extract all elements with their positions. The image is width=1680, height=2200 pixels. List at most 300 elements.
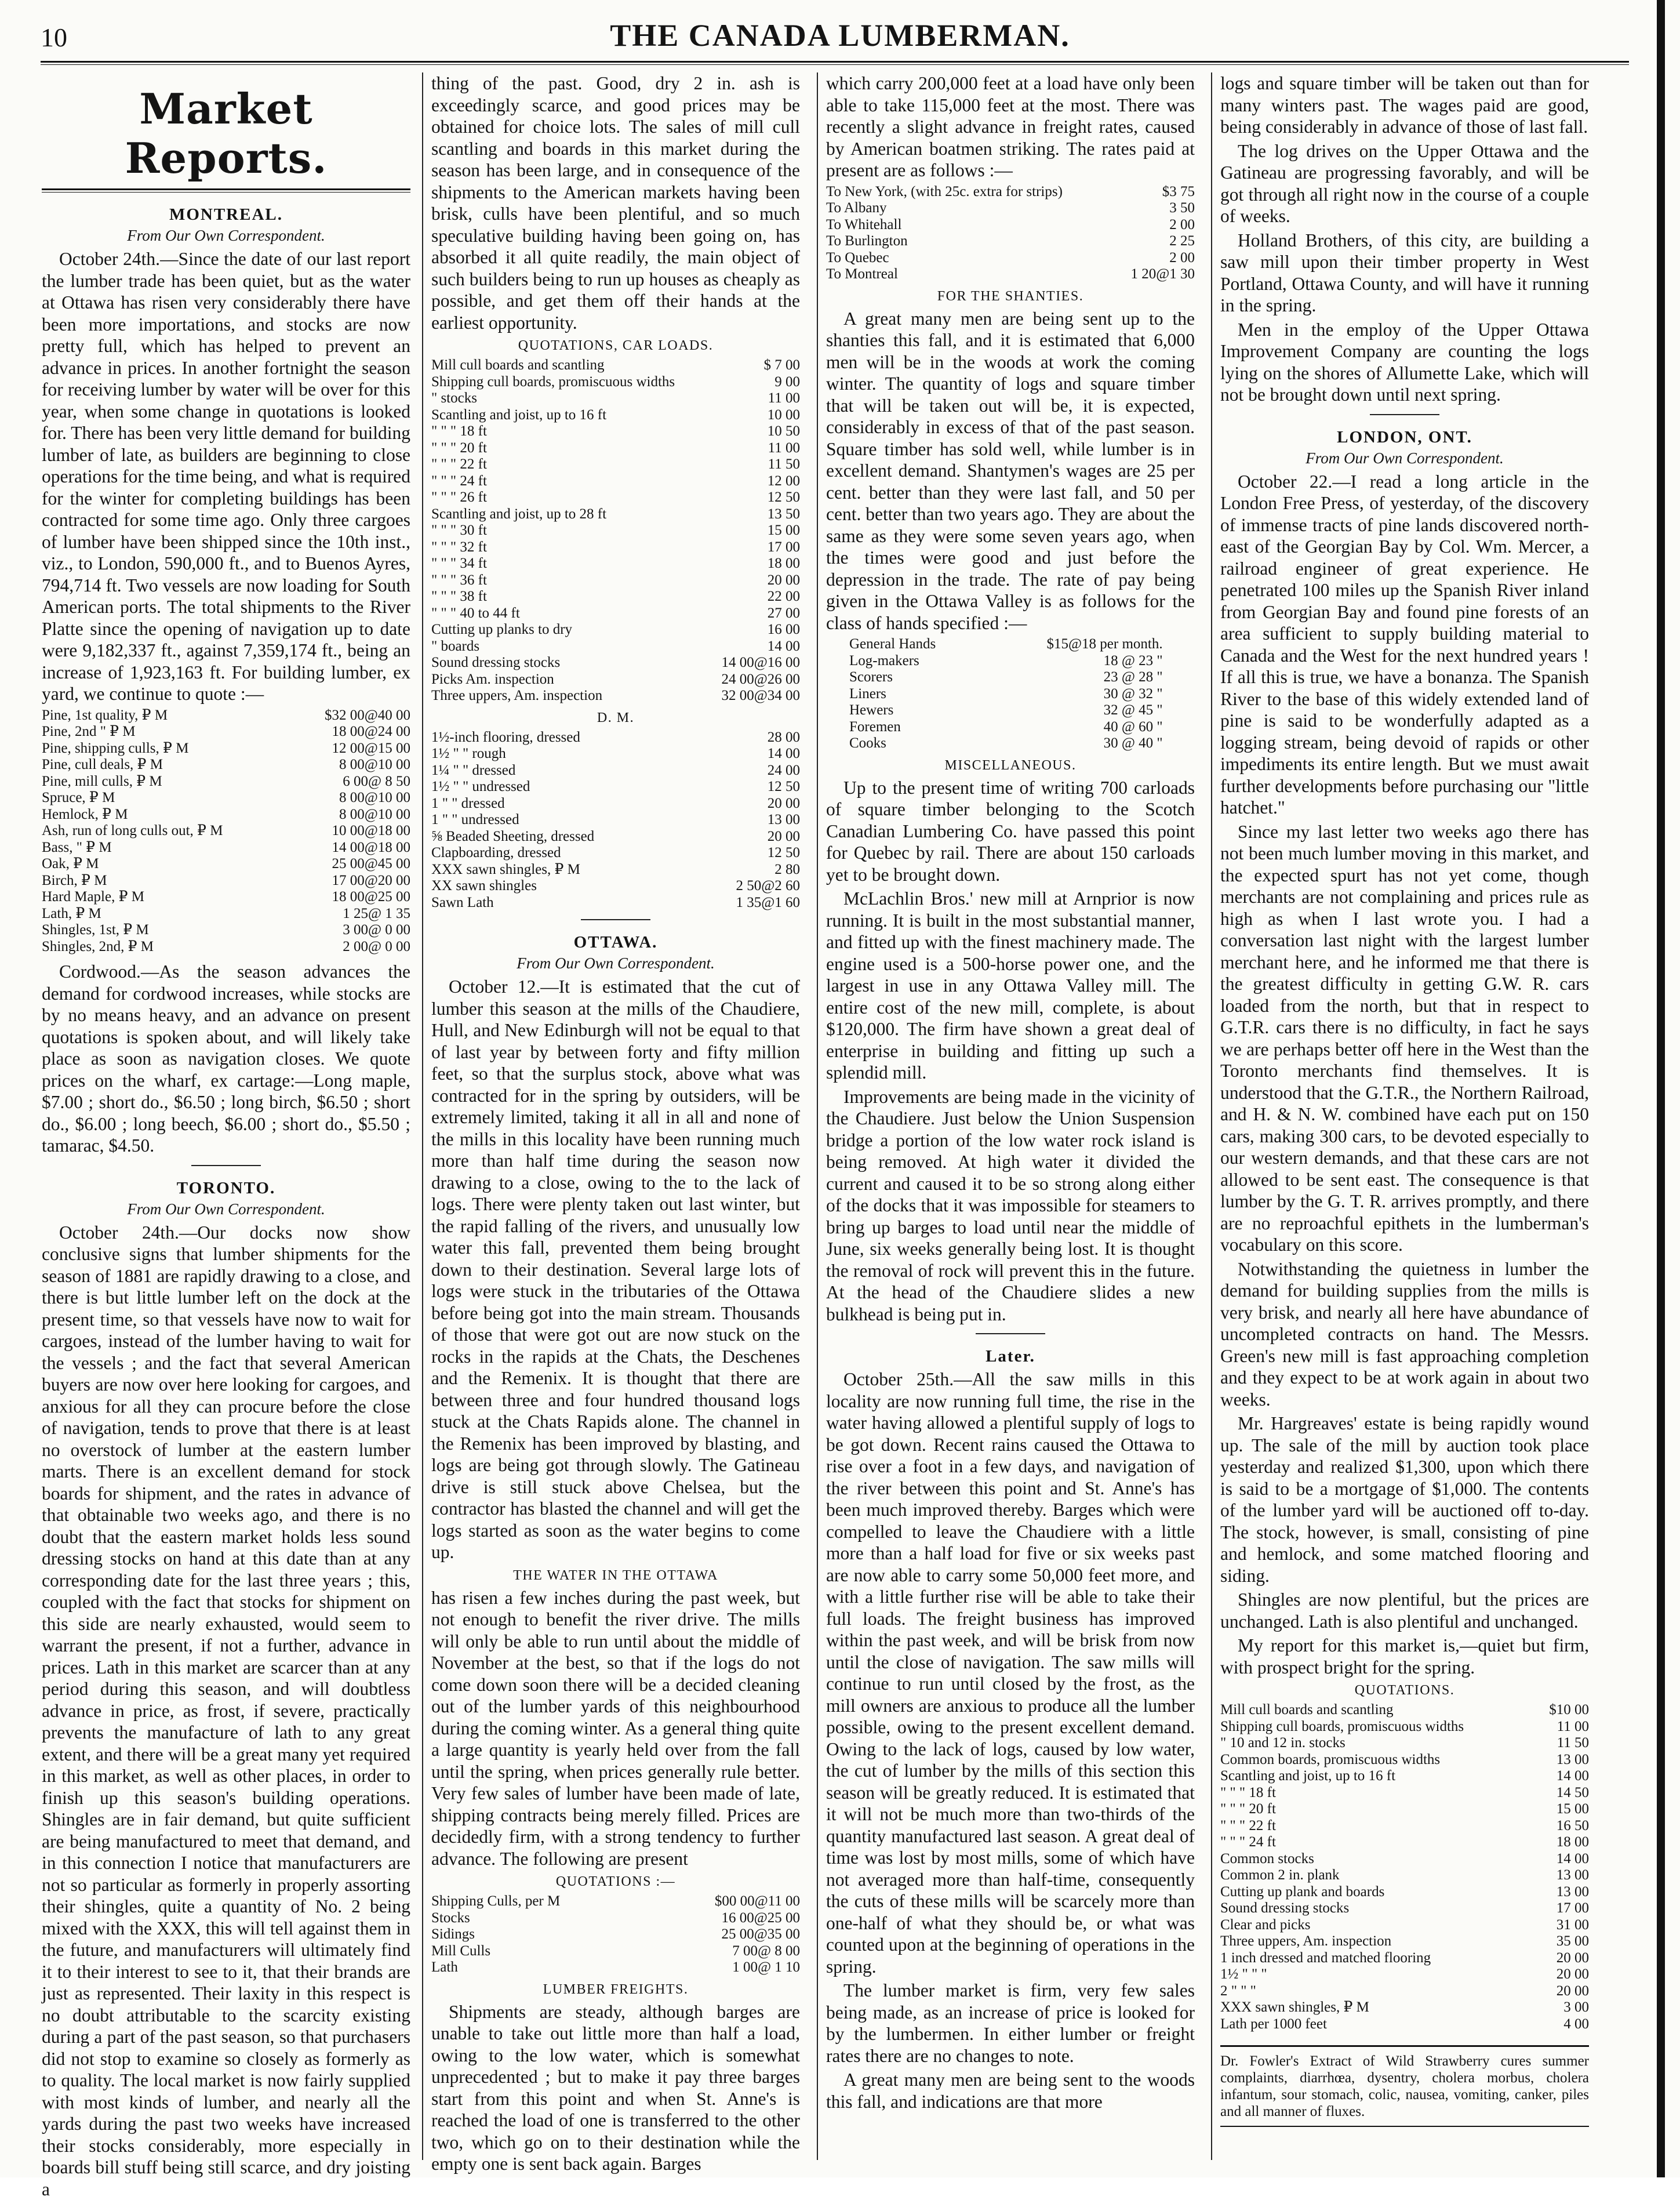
quote-row <box>431 1959 800 1976</box>
quote-row <box>1220 1801 1589 1818</box>
quote-value: 31 00 <box>1537 1917 1589 1934</box>
quote-row <box>1220 1735 1589 1752</box>
quote-label: Shingles, 1st, ₽ M <box>42 922 292 939</box>
quote-value: 24 00 <box>696 763 800 779</box>
quote-label: Clear and picks <box>1220 1917 1537 1934</box>
quote-value: 13 00 <box>1537 1752 1589 1769</box>
quote-label: Hemlock, ₽ M <box>42 807 292 823</box>
quote-label: Spruce, ₽ M <box>42 790 292 807</box>
quote-row <box>42 856 410 873</box>
quote-label: XX sawn shingles <box>431 878 696 895</box>
quote-label: Common stocks <box>1220 1851 1537 1868</box>
toronto-continued-paragraph: thing of the past. Good, dry 2 in. ash is exceedingly scarce, and good prices may be obtained for choice lots. The sales of mill cull scantling and boards in this market during the season has been large, and in consequence of the shipments to the American markets having been brisk, culls have been plentiful, and so much speculative building having been going on, has absorbed it all quite readily, the main object of such builders being to run up houses as cheaply as possible, and get them off their hands at the earliest opportunity. <box>431 72 800 333</box>
quote-row <box>1220 1768 1589 1785</box>
quote-label: " " " 36 ft <box>431 572 710 589</box>
quote-value: 3 00@ 0 00 <box>292 922 410 939</box>
car-loads-quotations <box>431 357 800 705</box>
quote-value: 20 00 <box>710 572 800 589</box>
quote-label: Scantling and joist, up to 16 ft <box>1220 1768 1537 1785</box>
freight-rates <box>826 184 1195 283</box>
quote-row <box>431 1910 800 1927</box>
quote-value: 22 00 <box>710 589 800 605</box>
quote-value: 8 00@10 00 <box>292 757 410 774</box>
quote-value: $15@18 per month. <box>983 636 1163 653</box>
quote-row <box>849 686 1163 703</box>
quote-label: " stocks <box>431 390 710 407</box>
quote-value: 7 00@ 8 00 <box>653 1943 800 1960</box>
later-paragraph-1: October 25th.—All the saw mills in this locality are now running full time, the rise in the water having allowed a plentiful supply of logs to be got down. Recent rains caused the Ottawa to rise over a foot in a few days, and navigation of the river between this point and St. Anne's has been much improved thereby. Barges which were compelled to leave the Chaudiere with a little more than a half load for five or six weeks past are now able to carry some 50,000 feet more, and with a little further rise will be able to take their full loads. The freight business has improved within the past week, and will be brisk from now until the close of navigation. The saw mills will continue to run until closed by the frost, as the mill owners are anxious to produce all the lumber possible, owing to the present excellent demand. Owing to the lack of logs, caused by low water, the cut of lumber by the mills of this section this season will be greatly reduced. It is estimated that it will not be much more than two-thirds of the quantity manufactured last season. A great deal of time was lost by most mills, some of which have not averaged more than half-time, consequently the cuts of these mills will be scarcely more than one-half of what they should be, or what was counted upon at the beginning of operations in the spring. <box>826 1368 1195 1977</box>
quote-value: 30 @ 32 " <box>983 686 1163 703</box>
quote-row <box>431 622 800 638</box>
quote-row <box>42 823 410 840</box>
quote-row <box>849 702 1163 719</box>
quote-row <box>826 184 1195 201</box>
quote-value: 14 00 <box>1537 1768 1589 1785</box>
quote-value: $ 7 00 <box>710 357 800 374</box>
quote-value: 13 50 <box>710 506 800 523</box>
quote-label: Mill cull boards and scantling <box>1220 1702 1537 1719</box>
quote-value: 20 00 <box>1537 1983 1589 2000</box>
misc-paragraph-2: McLachlin Bros.' new mill at Arnprior is now running. It is built in the most substantial manner, and fitted up with the finest machinery made. The engine used is a 500-horse power one, and the largest in use in any Ottawa Valley mill. The entire cost of the new mill, complete, is about $120,000. The firm have shown a great deal of enterprise in building and fitting up such a splendid mill. <box>826 888 1195 1084</box>
quote-label: " " " 24 ft <box>1220 1834 1537 1851</box>
quote-label: Three uppers, Am. inspection <box>431 688 710 705</box>
quote-value: 24 00@26 00 <box>710 671 800 688</box>
quote-value: 20 00 <box>1537 1966 1589 1983</box>
quote-value: $32 00@40 00 <box>292 707 410 724</box>
quote-label: " " " 18 ft <box>1220 1785 1537 1802</box>
quote-label: Mill Culls <box>431 1943 653 1960</box>
quote-row <box>1220 1950 1589 1967</box>
quote-value: 11 00 <box>710 440 800 457</box>
quote-label: Picks Am. inspection <box>431 671 710 688</box>
quote-value: 23 @ 28 " <box>983 669 1163 686</box>
quote-row <box>431 390 800 407</box>
quote-value: 18 @ 23 " <box>983 653 1163 670</box>
log-drives-paragraph: The log drives on the Upper Ottawa and the Gatineau are progressing favorably, and will be got through all right now in the course of a couple of weeks. <box>1220 140 1589 227</box>
quote-value: 16 50 <box>1537 1818 1589 1835</box>
page-number: 10 <box>41 22 67 53</box>
quote-row <box>42 922 410 939</box>
quote-label: Shipping cull boards, promiscuous widths <box>1220 1719 1537 1736</box>
quote-label: " " " 22 ft <box>1220 1818 1537 1835</box>
quote-label: XXX sawn shingles, ₽ M <box>431 862 696 878</box>
quote-label: Stocks <box>431 1910 653 1927</box>
quote-label: Lath <box>431 1959 653 1976</box>
quote-row <box>1220 1999 1589 2016</box>
quote-row <box>1220 1702 1589 1719</box>
quote-value: 2 80 <box>696 862 800 878</box>
quote-label: Hard Maple, ₽ M <box>42 889 292 906</box>
later-paragraph-3: A great many men are being sent to the woods this fall, and indications are that more <box>826 2069 1195 2112</box>
quote-label: Sidings <box>431 1926 653 1943</box>
quote-row <box>42 757 410 774</box>
quote-label: " " " 38 ft <box>431 589 710 605</box>
quote-value: 30 @ 40 " <box>983 735 1163 752</box>
london-paragraph-4: Mr. Hargreaves' estate is being rapidly wound up. The sale of the mill by auction took place yesterday and realized $1,300, upon which there is said to be a mortgage of $1,000. The contents of the lumber yard will be auctioned off to-day. The stock, however, is small, consisting of pine and hemlock, and some matched flooring and siding. <box>1220 1413 1589 1587</box>
quote-value: 13 00 <box>1537 1867 1589 1884</box>
quote-row <box>431 572 800 589</box>
quote-row <box>849 735 1163 752</box>
quote-value: 1 25@ 1 35 <box>292 906 410 923</box>
quote-row <box>849 653 1163 670</box>
quote-value: 14 00@18 00 <box>292 840 410 856</box>
column-1 <box>42 72 410 2160</box>
quote-label: Three uppers, Am. inspection <box>1220 1933 1537 1950</box>
quote-value: 14 00 <box>1537 1851 1589 1868</box>
quote-value: 18 00@24 00 <box>292 724 410 740</box>
dm-quotations <box>431 729 800 912</box>
quote-label: " " " 18 ft <box>431 423 710 440</box>
quote-row <box>431 1926 800 1943</box>
quote-value: 12 00 <box>710 473 800 490</box>
quote-row <box>431 779 800 796</box>
quote-row <box>1220 1851 1589 1868</box>
quote-label: To New York, (with 25c. extra for strips) <box>826 184 1116 201</box>
quote-value: 11 50 <box>710 456 800 473</box>
quote-row <box>826 233 1195 250</box>
quote-value: 8 00@10 00 <box>292 790 410 807</box>
quote-value: 15 00 <box>710 522 800 539</box>
ottawa-quotations <box>431 1893 800 1976</box>
quote-value: 3 00 <box>1537 1999 1589 2016</box>
quote-label: To Burlington <box>826 233 1116 250</box>
london-paragraph-6: My report for this market is,—quiet but firm, with prospect bright for the spring. <box>1220 1635 1589 1678</box>
quote-label: Shipping Culls, per M <box>431 1893 653 1910</box>
quote-label: Scantling and joist, up to 16 ft <box>431 407 710 424</box>
quote-row <box>1220 1785 1589 1802</box>
london-byline: From Our Own Correspondent. <box>1220 449 1589 467</box>
dm-heading: D. M. <box>431 710 800 726</box>
shanties-heading: FOR THE SHANTIES. <box>826 289 1195 304</box>
ottawa-quotations-heading: QUOTATIONS :— <box>431 1874 800 1890</box>
montreal-paragraph: October 24th.—Since the date of our last report the lumber trade has been quiet, but as the water at Ottawa has risen very considerably there have been more importations, and stocks are now pretty full, which has helped to prevent an advance in prices. In another fortnight the season for receiving lumber by water will be over for this year, when some change in quotations is looked for. There has been very little demand for building lumber of late, as builders are beginning to close operations for the time being, and what is required for the winter for completing buildings has been contracted for some time ago. Only three cargoes of lumber have been shipped since the 10th inst., viz., to London, 590,000 ft., and to Buenos Ayres, 794,714 ft. Two vessels are now loading for South American ports. The total shipments to the River Platte since the opening of navigation up to date were 9,182,337 ft., against 7,359,174 ft., being an increase of 1,923,163 ft. For building lumber, ex yard, we continue to quote :— <box>42 248 410 705</box>
quote-row <box>431 556 800 572</box>
quote-label: Pine, mill culls, ₽ M <box>42 774 292 790</box>
quote-value: 20 00 <box>696 796 800 812</box>
quote-row <box>431 605 800 622</box>
later-paragraph-2: The lumber market is firm, very few sales being made, as an increase of price is looked for by the lumbermen. In either lumber or freight rates there are no changes to note. <box>826 1980 1195 2067</box>
quote-row <box>42 889 410 906</box>
quote-label: " " " 34 ft <box>431 556 710 572</box>
quote-label: Bass, " ₽ M <box>42 840 292 856</box>
quote-value: 16 00@25 00 <box>653 1910 800 1927</box>
quote-label: Pine, cull deals, ₽ M <box>42 757 292 774</box>
quote-label: " " " 22 ft <box>431 456 710 473</box>
quote-label: Cutting up planks to dry <box>431 622 710 638</box>
quote-label: Sound dressing stocks <box>1220 1900 1537 1917</box>
quote-label: To Albany <box>826 200 1116 217</box>
quote-value: 1 00@ 1 10 <box>653 1959 800 1976</box>
quote-row <box>431 746 800 763</box>
quote-row <box>42 807 410 823</box>
quote-label: " 10 and 12 in. stocks <box>1220 1735 1537 1752</box>
shanties-paragraph: A great many men are being sent up to the shanties this fall, and it is estimated that 6,000 men will be in the woods at work the coming winter. The quantity of logs and square timber that will be taken out will be, it is expected, considerably in excess of that of the past season. Square timber has sold well, while lumber is in excellent demand. Shantymen's wages are 25 per cent. better than they were last fall, and 50 per cent. better than two years ago. They are about the same as they were some seven years ago, when the times were good and just before the depression in the trade. The rate of pay being given in the Ottawa Valley is as follows for the class of hands specified :— <box>826 308 1195 634</box>
quote-row <box>431 796 800 812</box>
quote-label: To Whitehall <box>826 217 1116 234</box>
quote-row <box>1220 1917 1589 1934</box>
quote-label: Scorers <box>849 669 983 686</box>
quote-label: Shingles, 2nd, ₽ M <box>42 939 292 956</box>
london-paragraph-3: Notwithstanding the quietness in lumber the demand for building supplies from the mills is very brisk, and nearly all here have abundance of uncompleted contracts on hand. The Messrs. Green's new mill is fast approaching completion and they expect to be at work again in about two weeks. <box>1220 1258 1589 1411</box>
quote-row <box>849 719 1163 736</box>
quote-label: 2 " " " <box>1220 1983 1537 2000</box>
quote-value: 17 00@20 00 <box>292 873 410 890</box>
quote-value: 32 @ 45 " <box>983 702 1163 719</box>
quote-row <box>431 895 800 912</box>
quote-value: $00 00@11 00 <box>653 1893 800 1910</box>
quote-label: General Hands <box>849 636 983 653</box>
column-rule <box>817 72 818 2160</box>
column-rule <box>422 72 423 2160</box>
quote-value: 32 00@34 00 <box>710 688 800 705</box>
quote-value: 14 00 <box>710 638 800 655</box>
later-continued-paragraph: logs and square timber will be taken out than for many winters past. The wages paid are good, being considerably in advance of those of last fall. <box>1220 72 1589 138</box>
freights-paragraph: Shipments are steady, although barges are unable to take out little more than half a load, owing to the low water, which is somewhat unprecedented ; but to make it pay three barges start from this point and when St. Anne's is reached the load of one is transferred to the other two, which go on to their destination while the empty one is sent back again. Barges <box>431 2001 800 2175</box>
quote-value: 10 50 <box>710 423 800 440</box>
quote-value: 20 00 <box>696 829 800 845</box>
quote-label: XXX sawn shingles, ₽ M <box>1220 1999 1537 2016</box>
quote-row <box>431 671 800 688</box>
later-heading: Later. <box>826 1347 1195 1366</box>
advertisement: Dr. Fowler's Extract of Wild Strawberry cures summer complaints, diarrhœa, dysentry, cholera morbus, cholera infantum, sour stomach, colic, nausea, vomiting, canker, piles and all manner of fluxes. <box>1220 2045 1589 2127</box>
quote-label: 1½ " " rough <box>431 746 696 763</box>
quote-value: 12 50 <box>696 779 800 796</box>
quote-label: " " " 24 ft <box>431 473 710 490</box>
quote-label: 1 " " undressed <box>431 812 696 829</box>
quote-row <box>431 407 800 424</box>
quote-label: To Quebec <box>826 250 1116 267</box>
quote-label: 1 " " dressed <box>431 796 696 812</box>
quote-value: 3 50 <box>1116 200 1195 217</box>
quote-row <box>431 589 800 605</box>
binding-edge <box>1657 0 1665 2177</box>
section-masthead: Market Reports. <box>42 84 410 183</box>
quote-row <box>1220 1818 1589 1835</box>
montreal-quotations <box>42 707 410 956</box>
quote-label: Sawn Lath <box>431 895 696 912</box>
quote-row <box>42 774 410 790</box>
quote-value: 2 00 <box>1116 217 1195 234</box>
quote-row <box>431 655 800 671</box>
quote-value: 17 00 <box>710 539 800 556</box>
quote-label: Lath per 1000 feet <box>1220 2016 1537 2033</box>
freights-heading: LUMBER FREIGHTS. <box>431 1982 800 1998</box>
quote-row <box>431 688 800 705</box>
quote-label: Pine, 2nd " ₽ M <box>42 724 292 740</box>
quote-value: 12 50 <box>710 489 800 506</box>
quote-value: 2 25 <box>1116 233 1195 250</box>
quote-value: 12 00@15 00 <box>292 740 410 757</box>
quote-value: $10 00 <box>1537 1702 1589 1719</box>
misc-paragraph-1: Up to the present time of writing 700 carloads of square timber belonging to the Scotch Canadian Lumbering Co. have passed this point for Quebec by rail. There are about 150 carloads yet to be brought down. <box>826 777 1195 886</box>
quote-row <box>431 506 800 523</box>
quote-value: $3 75 <box>1116 184 1195 201</box>
ottawa-paragraph: October 12.—It is estimated that the cut of lumber this season at the mills of the Chaudiere, Hull, and New Edinburgh will not be equal to that of last year by between forty and fifty million feet, so that the surplus stock, above what was contracted for in the spring by outsiders, will be extremely limited, taking it all in all and none of the mills in this locality have been running much more than half time during the season now drawing to a close, owing to the to the lack of logs. There were plenty taken out last winter, but the rapid falling of the rivers, and unusually low water this fall, prevented them being brought down to their destination. Several large lots of logs were stuck in the tributaries of the Ottawa before being got into the main stream. Thousands of those that were got out are now stuck on the rocks in the rapids at the Chats, the Deschenes and the Remenix. It is thought that there are between three and four hundred thousand logs stuck at the Chats Rapids alone. The channel in the Remenix has been improved by blasting, and logs are being got through slowly. The Gatineau drive is still stuck above Chelsea, but the contractor has blasted the channel and will get the logs started as soon as the water begins to come up. <box>431 976 800 1563</box>
quote-row <box>431 729 800 746</box>
quote-row <box>826 250 1195 267</box>
london-paragraph-5: Shingles are now plentiful, but the prices are unchanged. Lath is also plentiful and unchanged. <box>1220 1589 1589 1632</box>
quote-row <box>1220 1867 1589 1884</box>
quote-value: 13 00 <box>1537 1884 1589 1901</box>
quote-label: Pine, 1st quality, ₽ M <box>42 707 292 724</box>
quote-value: 25 00@35 00 <box>653 1926 800 1943</box>
quote-row <box>1220 1900 1589 1917</box>
divider <box>1370 414 1439 415</box>
wages-table <box>849 636 1163 752</box>
quote-value: 16 00 <box>710 622 800 638</box>
quote-row <box>42 840 410 856</box>
quote-row <box>42 939 410 956</box>
quote-label: 1 inch dressed and matched flooring <box>1220 1950 1537 1967</box>
cordwood-paragraph: Cordwood.—As the season advances the demand for cordwood increases, while stocks are by no means heavy, and an advance on present quotations is spoken about, and will likely take place as soon as navigation closes. We quote prices on the wharf, ex cartage:—Long maple, $7.00 ; short do., $6.50 ; long birch, $6.50 ; short do., $6.00 ; long beech, $6.00 ; short do., $5.50 ; tamarac, $4.50. <box>42 961 410 1157</box>
quote-label: To Montreal <box>826 266 1116 283</box>
quote-label: 1½-inch flooring, dressed <box>431 729 696 746</box>
quote-value: 12 50 <box>696 845 800 862</box>
quote-label: Cutting up plank and boards <box>1220 1884 1537 1901</box>
quote-value: 11 00 <box>1537 1719 1589 1736</box>
quote-value: 18 00@25 00 <box>292 889 410 906</box>
quote-label: Pine, shipping culls, ₽ M <box>42 740 292 757</box>
london-quotations-heading: QUOTATIONS. <box>1220 1683 1589 1698</box>
quote-value: 10 00@18 00 <box>292 823 410 840</box>
quote-row <box>1220 1719 1589 1736</box>
quote-value: 18 00 <box>710 556 800 572</box>
quote-value: 28 00 <box>696 729 800 746</box>
quote-label: Mill cull boards and scantling <box>431 357 710 374</box>
quote-label: ⅝ Beaded Sheeting, dressed <box>431 829 696 845</box>
car-loads-heading: QUOTATIONS, CAR LOADS. <box>431 338 800 354</box>
quote-value: 6 00@ 8 50 <box>292 774 410 790</box>
divider <box>191 1165 261 1166</box>
quote-row <box>431 1943 800 1960</box>
quote-label: 1½ " " undressed <box>431 779 696 796</box>
column-4 <box>1220 72 1589 2160</box>
quote-row <box>431 1893 800 1910</box>
quote-row <box>431 878 800 895</box>
quote-row <box>431 489 800 506</box>
quote-label: " " " 32 ft <box>431 539 710 556</box>
quote-row <box>431 456 800 473</box>
london-heading: LONDON, ONT. <box>1220 428 1589 447</box>
quote-row <box>849 669 1163 686</box>
quote-value: 11 50 <box>1537 1735 1589 1752</box>
quote-label: " " " 40 to 44 ft <box>431 605 710 622</box>
quote-label: Oak, ₽ M <box>42 856 292 873</box>
quote-row <box>431 357 800 374</box>
quote-row <box>42 906 410 923</box>
quote-row <box>42 790 410 807</box>
montreal-byline: From Our Own Correspondent. <box>42 227 410 245</box>
quote-value: 1 35@1 60 <box>696 895 800 912</box>
montreal-heading: MONTREAL. <box>42 205 410 224</box>
quote-value: 2 00 <box>1116 250 1195 267</box>
quote-label: " " " 30 ft <box>431 522 710 539</box>
london-paragraph-1: October 22.—I read a long article in the London Free Press, of yesterday, of the discovery of immense tracts of pine lands discovered north-east of the Georgian Bay by Col. Wm. Mercer, a railroad engineer of great experience. He penetrated 100 miles up the Spanish River inland from Georgian Bay and found pine forests of an area sufficient to supply building material to Canada and the West for the next hundred years ! If all this is true, we have a bonanza. The Spanish River to the base of this widely extended land of pine is said to be wonderfully adapted as a logging stream, being devoid of rapids or other impediments its entire length. But we must await further developments before purchasing our "little hatchet." <box>1220 471 1589 819</box>
quote-value: 2 50@2 60 <box>696 878 800 895</box>
column-3 <box>826 72 1195 2160</box>
quote-label: Common boards, promiscuous widths <box>1220 1752 1537 1769</box>
quote-row <box>431 473 800 490</box>
quote-value: 25 00@45 00 <box>292 856 410 873</box>
ottawa-heading: OTTAWA. <box>431 933 800 952</box>
quote-value: 4 00 <box>1537 2016 1589 2033</box>
london-paragraph-2: Since my last letter two weeks ago there has not been much lumber moving in this market, and the expected spurt has not yet come, though merchants are not complaining and prices rule as high as when I last wrote you. I had a conversation last night with the largest lumber merchant here, and he informed me that there is the greatest difficulty in getting G.W. R. cars loaded from the north, but that in respect to G.T.R. cars there is no difficulty, in fact he says we are perhaps better off here in the West than the Toronto merchants find themselves. It is understood that the G.T.R., the Northern Railroad, and H. & N. W. combined have each put on 150 cars, making 300 cars, to be devoted especially to our western demands, and that these cars are not allowed to be sent east. The consequence is that lumber by the G. T. R. arrives promptly, and there are no reproachful epithets in the lumberman's vocabulary on this score. <box>1220 821 1589 1256</box>
quote-label: 1¼ " " dressed <box>431 763 696 779</box>
water-heading: THE WATER IN THE OTTAWA <box>431 1568 800 1584</box>
quote-label: Ash, run of long culls out, ₽ M <box>42 823 292 840</box>
paper-title: THE CANADA LUMBERMAN. <box>0 17 1680 53</box>
quote-label: " " " 26 ft <box>431 489 710 506</box>
quote-label: Cooks <box>849 735 983 752</box>
quote-value: 15 00 <box>1537 1801 1589 1818</box>
quote-label: " " " 20 ft <box>1220 1801 1537 1818</box>
quote-row <box>1220 1752 1589 1769</box>
ottawa-byline: From Our Own Correspondent. <box>431 954 800 972</box>
quote-label: Shipping cull boards, promiscuous widths <box>431 374 710 391</box>
quote-label: Foremen <box>849 719 983 736</box>
divider <box>581 919 650 920</box>
quote-label: Scantling and joist, up to 28 ft <box>431 506 710 523</box>
masthead-rule <box>41 61 1629 65</box>
quote-row <box>849 636 1163 653</box>
quote-row <box>826 217 1195 234</box>
quote-row <box>1220 1983 1589 2000</box>
quote-value: 9 00 <box>710 374 800 391</box>
toronto-heading: TORONTO. <box>42 1179 410 1198</box>
quote-row <box>431 440 800 457</box>
quote-value: 8 00@10 00 <box>292 807 410 823</box>
quote-value: 27 00 <box>710 605 800 622</box>
quote-row <box>431 522 800 539</box>
quote-value: 10 00 <box>710 407 800 424</box>
quote-row <box>431 539 800 556</box>
quote-value: 20 00 <box>1537 1950 1589 1967</box>
quote-value: 14 00 <box>696 746 800 763</box>
quote-value: 11 00 <box>710 390 800 407</box>
quote-row <box>431 763 800 779</box>
quote-row <box>431 812 800 829</box>
quote-row <box>826 200 1195 217</box>
quote-row <box>1220 1884 1589 1901</box>
divider <box>976 1333 1045 1334</box>
quote-row <box>431 423 800 440</box>
quote-row <box>826 266 1195 283</box>
quote-label: 1½ " " " <box>1220 1966 1537 1983</box>
misc-heading: MISCELLANEOUS. <box>826 758 1195 774</box>
quote-value: 17 00 <box>1537 1900 1589 1917</box>
section-rule <box>42 188 410 193</box>
quote-label: Log-makers <box>849 653 983 670</box>
toronto-byline: From Our Own Correspondent. <box>42 1200 410 1218</box>
quote-label: Lath, ₽ M <box>42 906 292 923</box>
quote-value: 13 00 <box>696 812 800 829</box>
column-2 <box>431 72 800 2160</box>
quote-row <box>42 740 410 757</box>
quote-row <box>1220 2016 1589 2033</box>
quote-row <box>431 845 800 862</box>
upper-ottawa-paragraph: Men in the employ of the Upper Ottawa Improvement Company are counting the logs lying on the shores of Allumette Lake, which will not be brought down until next spring. <box>1220 319 1589 406</box>
quote-row <box>42 873 410 890</box>
quote-row <box>42 724 410 740</box>
quote-row <box>1220 1834 1589 1851</box>
holland-paragraph: Holland Brothers, of this city, are building a saw mill upon their timber property in West Portland, Ottawa County, and will have it running in the spring. <box>1220 230 1589 317</box>
quote-value: 2 00@ 0 00 <box>292 939 410 956</box>
quote-label: Hewers <box>849 702 983 719</box>
freights-continued-paragraph: which carry 200,000 feet at a load have only been able to take 115,000 feet at the most. There was recently a slight advance in freight rates, caused by American boatmen striking. The rates paid at present are as follows :— <box>826 72 1195 181</box>
quote-row <box>1220 1966 1589 1983</box>
column-rule <box>1211 72 1212 2160</box>
quote-value: 14 50 <box>1537 1785 1589 1802</box>
